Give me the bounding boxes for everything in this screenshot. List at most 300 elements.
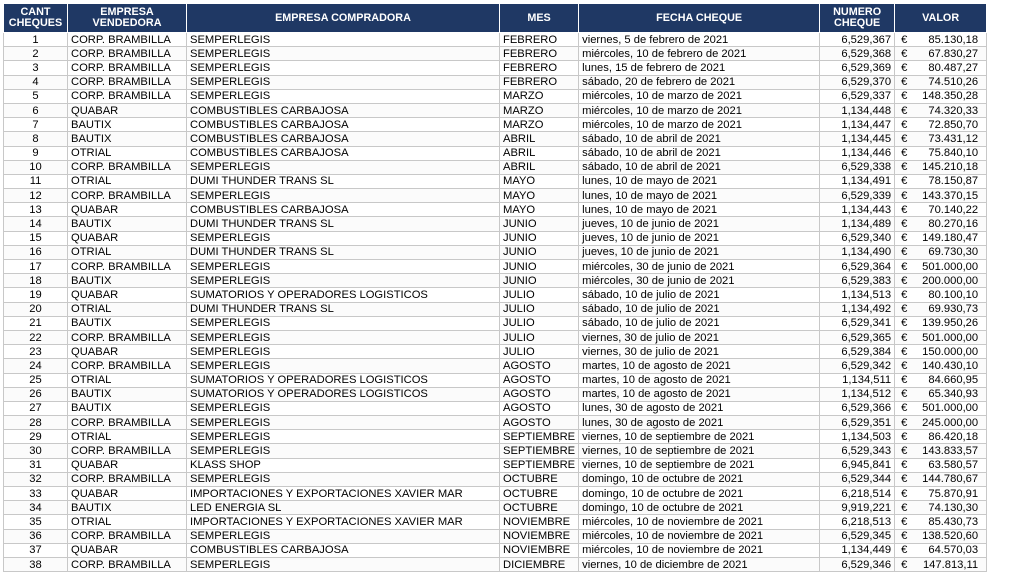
cell-fecha-cheque[interactable]: viernes, 30 de julio de 2021 (579, 330, 820, 344)
table-row (4, 387, 987, 401)
header-fecha-cheque[interactable]: FECHA CHEQUE (579, 4, 820, 33)
cell-cant[interactable]: 34 (4, 501, 68, 515)
cell-mes[interactable]: MARZO (500, 89, 579, 103)
cell-cant[interactable]: 27 (4, 401, 68, 415)
cell-empresa-compradora[interactable]: SEMPERLEGIS (187, 260, 500, 274)
cell-fecha-cheque[interactable]: miércoles, 30 de junio de 2021 (579, 260, 820, 274)
cell-empresa-compradora[interactable]: LED ENERGIA SL (187, 501, 500, 515)
cell-mes[interactable]: FEBRERO (500, 75, 579, 89)
currency-symbol: € (901, 61, 908, 74)
cell-valor[interactable] (895, 458, 987, 472)
cell-valor[interactable] (895, 501, 987, 515)
cell-fecha-cheque[interactable]: miércoles, 10 de noviembre de 2021 (579, 515, 820, 529)
cell-numero-cheque[interactable]: 1,134,445 (820, 132, 895, 146)
cell-empresa-compradora[interactable]: SEMPERLEGIS (187, 345, 500, 359)
cell-numero-cheque[interactable]: 6,529,370 (820, 75, 895, 89)
cell-empresa-vendedora[interactable]: BAUTIX (68, 501, 187, 515)
cell-empresa-vendedora[interactable]: CORP. BRAMBILLA (68, 47, 187, 61)
cell-numero-cheque[interactable]: 6,529,340 (820, 231, 895, 245)
cell-empresa-compradora[interactable]: SEMPERLEGIS (187, 75, 500, 89)
header-empresa-compradora[interactable]: EMPRESA COMPRADORA (187, 4, 500, 33)
cell-empresa-vendedora[interactable]: OTRIAL (68, 430, 187, 444)
valor-amount: 80.487,27 (928, 61, 979, 74)
cell-empresa-vendedora[interactable]: CORP. BRAMBILLA (68, 260, 187, 274)
cell-cant[interactable]: 12 (4, 189, 68, 203)
cell-empresa-compradora[interactable]: DUMI THUNDER TRANS SL (187, 174, 500, 188)
header-valor[interactable]: VALOR (895, 4, 987, 33)
cell-fecha-cheque[interactable]: sábado, 10 de julio de 2021 (579, 302, 820, 316)
cell-numero-cheque[interactable]: 1,134,489 (820, 217, 895, 231)
cell-empresa-compradora[interactable]: SEMPERLEGIS (187, 189, 500, 203)
cell-numero-cheque[interactable]: 6,529,367 (820, 33, 895, 47)
cell-numero-cheque[interactable]: 1,134,511 (820, 373, 895, 387)
cell-empresa-compradora[interactable]: IMPORTACIONES Y EXPORTACIONES XAVIER MAR (187, 487, 500, 501)
cell-empresa-vendedora[interactable]: CORP. BRAMBILLA (68, 160, 187, 174)
cell-empresa-vendedora[interactable]: BAUTIX (68, 118, 187, 132)
cell-numero-cheque[interactable]: 1,134,513 (820, 288, 895, 302)
cell-empresa-compradora[interactable]: SEMPERLEGIS (187, 401, 500, 415)
cell-fecha-cheque[interactable]: jueves, 10 de junio de 2021 (579, 245, 820, 259)
cell-empresa-compradora[interactable]: SEMPERLEGIS (187, 274, 500, 288)
cell-mes[interactable]: NOVIEMBRE (500, 515, 579, 529)
cell-mes[interactable]: JUNIO (500, 245, 579, 259)
cell-numero-cheque[interactable]: 1,134,490 (820, 245, 895, 259)
cell-cant[interactable]: 21 (4, 316, 68, 330)
cell-mes[interactable]: MARZO (500, 118, 579, 132)
cell-empresa-compradora[interactable]: SEMPERLEGIS (187, 444, 500, 458)
cell-empresa-compradora[interactable]: COMBUSTIBLES CARBAJOSA (187, 146, 500, 160)
cell-mes[interactable]: AGOSTO (500, 416, 579, 430)
cell-fecha-cheque[interactable]: miércoles, 30 de junio de 2021 (579, 274, 820, 288)
cell-numero-cheque[interactable]: 1,134,492 (820, 302, 895, 316)
cell-empresa-vendedora[interactable]: CORP. BRAMBILLA (68, 330, 187, 344)
cell-numero-cheque[interactable]: 6,218,513 (820, 515, 895, 529)
cell-empresa-vendedora[interactable]: BAUTIX (68, 274, 187, 288)
cell-fecha-cheque[interactable]: jueves, 10 de junio de 2021 (579, 217, 820, 231)
cell-empresa-vendedora[interactable]: CORP. BRAMBILLA (68, 33, 187, 47)
cell-fecha-cheque[interactable]: viernes, 10 de septiembre de 2021 (579, 458, 820, 472)
cell-valor[interactable] (895, 444, 987, 458)
cell-cant[interactable]: 28 (4, 416, 68, 430)
cell-fecha-cheque[interactable]: miércoles, 10 de febrero de 2021 (579, 47, 820, 61)
cell-mes[interactable]: JUNIO (500, 217, 579, 231)
table-row (4, 401, 987, 415)
currency-symbol: € (901, 558, 908, 571)
cell-mes[interactable]: OCTUBRE (500, 472, 579, 486)
cell-fecha-cheque[interactable]: domingo, 10 de octubre de 2021 (579, 472, 820, 486)
cell-cant[interactable]: 29 (4, 430, 68, 444)
cell-mes[interactable]: JULIO (500, 302, 579, 316)
cell-mes[interactable]: MAYO (500, 203, 579, 217)
cell-numero-cheque[interactable]: 1,134,449 (820, 543, 895, 557)
cell-cant[interactable]: 22 (4, 330, 68, 344)
currency-symbol: € (901, 288, 908, 301)
cell-numero-cheque[interactable]: 6,529,345 (820, 529, 895, 543)
cell-fecha-cheque[interactable]: martes, 10 de agosto de 2021 (579, 373, 820, 387)
cell-mes[interactable]: MAYO (500, 189, 579, 203)
cell-fecha-cheque[interactable]: miércoles, 10 de marzo de 2021 (579, 103, 820, 117)
cell-empresa-vendedora[interactable]: BAUTIX (68, 401, 187, 415)
cell-mes[interactable]: FEBRERO (500, 33, 579, 47)
cell-mes[interactable]: AGOSTO (500, 373, 579, 387)
cell-fecha-cheque[interactable]: lunes, 10 de mayo de 2021 (579, 174, 820, 188)
cell-fecha-cheque[interactable]: sábado, 10 de julio de 2021 (579, 316, 820, 330)
cell-empresa-vendedora[interactable]: CORP. BRAMBILLA (68, 189, 187, 203)
cell-empresa-vendedora[interactable]: QUABAR (68, 203, 187, 217)
cell-fecha-cheque[interactable]: lunes, 30 de agosto de 2021 (579, 401, 820, 415)
cell-cant[interactable]: 14 (4, 217, 68, 231)
cell-mes[interactable]: DICIEMBRE (500, 557, 579, 571)
cell-valor[interactable] (895, 245, 987, 259)
cell-cant[interactable]: 37 (4, 543, 68, 557)
cell-numero-cheque[interactable]: 6,529,344 (820, 472, 895, 486)
cell-valor[interactable] (895, 217, 987, 231)
valor-amount: 501.000,00 (922, 402, 979, 415)
cell-empresa-vendedora[interactable]: OTRIAL (68, 146, 187, 160)
cell-numero-cheque[interactable]: 1,134,491 (820, 174, 895, 188)
cell-valor[interactable] (895, 416, 987, 430)
cell-empresa-vendedora[interactable]: CORP. BRAMBILLA (68, 529, 187, 543)
cell-valor[interactable] (895, 401, 987, 415)
cell-cant[interactable]: 26 (4, 387, 68, 401)
cell-cant[interactable]: 9 (4, 146, 68, 160)
cell-cant[interactable]: 7 (4, 118, 68, 132)
header-numero-cheque[interactable]: NUMERO CHEQUE (820, 4, 895, 33)
cell-valor[interactable] (895, 529, 987, 543)
table-row (4, 345, 987, 359)
cell-numero-cheque[interactable]: 6,529,369 (820, 61, 895, 75)
cell-valor[interactable] (895, 174, 987, 188)
cell-numero-cheque[interactable]: 6,529,346 (820, 557, 895, 571)
cell-valor[interactable] (895, 61, 987, 75)
cell-numero-cheque[interactable]: 6,529,365 (820, 330, 895, 344)
cell-numero-cheque[interactable]: 1,134,448 (820, 103, 895, 117)
cell-fecha-cheque[interactable]: lunes, 15 de febrero de 2021 (579, 61, 820, 75)
cell-cant[interactable]: 35 (4, 515, 68, 529)
cell-valor[interactable] (895, 288, 987, 302)
cell-mes[interactable]: JUNIO (500, 260, 579, 274)
cell-fecha-cheque[interactable]: domingo, 10 de octubre de 2021 (579, 487, 820, 501)
cell-numero-cheque[interactable]: 1,134,447 (820, 118, 895, 132)
cell-empresa-vendedora[interactable]: CORP. BRAMBILLA (68, 75, 187, 89)
cell-empresa-vendedora[interactable]: CORP. BRAMBILLA (68, 89, 187, 103)
cell-mes[interactable]: AGOSTO (500, 359, 579, 373)
cell-empresa-vendedora[interactable]: QUABAR (68, 288, 187, 302)
table-row (4, 543, 987, 557)
cell-mes[interactable]: AGOSTO (500, 387, 579, 401)
valor-amount: 150.000,00 (922, 345, 979, 358)
cell-fecha-cheque[interactable]: domingo, 10 de octubre de 2021 (579, 501, 820, 515)
cell-valor[interactable] (895, 189, 987, 203)
cell-fecha-cheque[interactable]: viernes, 10 de diciembre de 2021 (579, 557, 820, 571)
cell-fecha-cheque[interactable]: viernes, 10 de septiembre de 2021 (579, 444, 820, 458)
cell-cant[interactable]: 2 (4, 47, 68, 61)
cell-fecha-cheque[interactable]: sábado, 20 de febrero de 2021 (579, 75, 820, 89)
cell-fecha-cheque[interactable]: miércoles, 10 de noviembre de 2021 (579, 529, 820, 543)
cell-empresa-compradora[interactable]: DUMI THUNDER TRANS SL (187, 217, 500, 231)
cell-mes[interactable]: SEPTIEMBRE (500, 458, 579, 472)
cell-cant[interactable]: 1 (4, 33, 68, 47)
cell-cant[interactable]: 33 (4, 487, 68, 501)
cell-fecha-cheque[interactable]: lunes, 30 de agosto de 2021 (579, 416, 820, 430)
cell-empresa-vendedora[interactable]: QUABAR (68, 543, 187, 557)
cell-mes[interactable]: JULIO (500, 316, 579, 330)
cell-empresa-compradora[interactable]: DUMI THUNDER TRANS SL (187, 302, 500, 316)
table-row (4, 458, 987, 472)
table-row (4, 316, 987, 330)
cell-numero-cheque[interactable]: 1,134,512 (820, 387, 895, 401)
cell-mes[interactable]: OCTUBRE (500, 487, 579, 501)
cell-valor[interactable] (895, 47, 987, 61)
cell-empresa-compradora[interactable]: SEMPERLEGIS (187, 61, 500, 75)
cell-cant[interactable]: 16 (4, 245, 68, 259)
cell-cant[interactable]: 4 (4, 75, 68, 89)
cell-numero-cheque[interactable]: 1,134,443 (820, 203, 895, 217)
cell-mes[interactable]: MAYO (500, 174, 579, 188)
cell-valor[interactable] (895, 487, 987, 501)
cell-fecha-cheque[interactable]: lunes, 10 de mayo de 2021 (579, 203, 820, 217)
cell-valor[interactable] (895, 330, 987, 344)
cell-cant[interactable]: 8 (4, 132, 68, 146)
cell-empresa-vendedora[interactable]: BAUTIX (68, 132, 187, 146)
cell-empresa-compradora[interactable]: SUMATORIOS Y OPERADORES LOGISTICOS (187, 373, 500, 387)
cell-cant[interactable]: 38 (4, 557, 68, 571)
cell-empresa-compradora[interactable]: SUMATORIOS Y OPERADORES LOGISTICOS (187, 387, 500, 401)
cell-mes[interactable]: SEPTIEMBRE (500, 444, 579, 458)
cell-empresa-compradora[interactable]: SEMPERLEGIS (187, 416, 500, 430)
cell-fecha-cheque[interactable]: sábado, 10 de julio de 2021 (579, 288, 820, 302)
table-row (4, 203, 987, 217)
cell-empresa-vendedora[interactable]: CORP. BRAMBILLA (68, 472, 187, 486)
cell-numero-cheque[interactable]: 6,529,338 (820, 160, 895, 174)
cell-empresa-vendedora[interactable]: QUABAR (68, 103, 187, 117)
cell-cant[interactable]: 25 (4, 373, 68, 387)
cell-numero-cheque[interactable]: 6,529,342 (820, 359, 895, 373)
cell-numero-cheque[interactable]: 6,529,364 (820, 260, 895, 274)
cell-mes[interactable]: NOVIEMBRE (500, 529, 579, 543)
cell-numero-cheque[interactable]: 1,134,503 (820, 430, 895, 444)
cell-valor[interactable] (895, 103, 987, 117)
cell-empresa-vendedora[interactable]: CORP. BRAMBILLA (68, 359, 187, 373)
cell-empresa-vendedora[interactable]: OTRIAL (68, 302, 187, 316)
valor-amount: 200.000,00 (922, 274, 979, 287)
cell-empresa-vendedora[interactable]: CORP. BRAMBILLA (68, 61, 187, 75)
cell-mes[interactable]: NOVIEMBRE (500, 543, 579, 557)
table-row (4, 515, 987, 529)
cell-valor[interactable] (895, 33, 987, 47)
cell-cant[interactable]: 17 (4, 260, 68, 274)
cell-mes[interactable]: JUNIO (500, 231, 579, 245)
cell-valor[interactable] (895, 543, 987, 557)
cell-cant[interactable]: 15 (4, 231, 68, 245)
cell-cant[interactable]: 36 (4, 529, 68, 543)
cell-numero-cheque[interactable]: 6,529,337 (820, 89, 895, 103)
cell-empresa-compradora[interactable]: DUMI THUNDER TRANS SL (187, 245, 500, 259)
cell-valor[interactable] (895, 75, 987, 89)
cell-cant[interactable]: 18 (4, 274, 68, 288)
cell-mes[interactable]: JULIO (500, 330, 579, 344)
cell-empresa-compradora[interactable]: SEMPERLEGIS (187, 472, 500, 486)
valor-amount: 78.150,87 (928, 175, 979, 188)
table-row (4, 444, 987, 458)
cell-empresa-compradora[interactable]: SEMPERLEGIS (187, 557, 500, 571)
cell-valor[interactable] (895, 231, 987, 245)
cell-empresa-compradora[interactable]: IMPORTACIONES Y EXPORTACIONES XAVIER MAR (187, 515, 500, 529)
cell-valor[interactable] (895, 89, 987, 103)
cell-numero-cheque[interactable]: 6,529,343 (820, 444, 895, 458)
cell-valor[interactable] (895, 359, 987, 373)
cell-empresa-compradora[interactable]: COMBUSTIBLES CARBAJOSA (187, 132, 500, 146)
cell-mes[interactable]: SEPTIEMBRE (500, 430, 579, 444)
cell-empresa-compradora[interactable]: SEMPERLEGIS (187, 330, 500, 344)
cell-cant[interactable]: 5 (4, 89, 68, 103)
cell-fecha-cheque[interactable]: viernes, 30 de julio de 2021 (579, 345, 820, 359)
table-row (4, 217, 987, 231)
cell-mes[interactable]: MARZO (500, 103, 579, 117)
cell-empresa-vendedora[interactable]: BAUTIX (68, 217, 187, 231)
cell-cant[interactable]: 13 (4, 203, 68, 217)
cell-valor[interactable] (895, 557, 987, 571)
cell-cant[interactable]: 10 (4, 160, 68, 174)
cell-fecha-cheque[interactable]: miércoles, 10 de noviembre de 2021 (579, 543, 820, 557)
cell-numero-cheque[interactable]: 6,945,841 (820, 458, 895, 472)
valor-amount: 501.000,00 (922, 331, 979, 344)
cell-mes[interactable]: ABRIL (500, 146, 579, 160)
cell-valor[interactable] (895, 316, 987, 330)
cell-empresa-vendedora[interactable]: QUABAR (68, 345, 187, 359)
cell-empresa-vendedora[interactable]: BAUTIX (68, 387, 187, 401)
cell-fecha-cheque[interactable]: miércoles, 10 de marzo de 2021 (579, 89, 820, 103)
cell-empresa-compradora[interactable]: KLASS SHOP (187, 458, 500, 472)
cell-fecha-cheque[interactable]: lunes, 10 de mayo de 2021 (579, 189, 820, 203)
cell-mes[interactable]: ABRIL (500, 160, 579, 174)
cell-numero-cheque[interactable]: 6,218,514 (820, 487, 895, 501)
cell-empresa-compradora[interactable]: SEMPERLEGIS (187, 316, 500, 330)
cell-valor[interactable] (895, 472, 987, 486)
cell-fecha-cheque[interactable]: jueves, 10 de junio de 2021 (579, 231, 820, 245)
cell-valor[interactable] (895, 373, 987, 387)
cell-valor[interactable] (895, 118, 987, 132)
cell-numero-cheque[interactable]: 6,529,368 (820, 47, 895, 61)
cell-valor[interactable] (895, 146, 987, 160)
cell-mes[interactable]: JULIO (500, 288, 579, 302)
cell-valor[interactable] (895, 302, 987, 316)
cell-mes[interactable]: ABRIL (500, 132, 579, 146)
cell-empresa-compradora[interactable]: SEMPERLEGIS (187, 231, 500, 245)
cell-fecha-cheque[interactable]: miércoles, 10 de marzo de 2021 (579, 118, 820, 132)
cell-empresa-compradora[interactable]: SEMPERLEGIS (187, 430, 500, 444)
header-mes[interactable]: MES (500, 4, 579, 33)
cell-empresa-compradora[interactable]: SEMPERLEGIS (187, 529, 500, 543)
cell-empresa-compradora[interactable]: SEMPERLEGIS (187, 89, 500, 103)
cell-empresa-vendedora[interactable]: QUABAR (68, 231, 187, 245)
cell-empresa-vendedora[interactable]: CORP. BRAMBILLA (68, 416, 187, 430)
cell-mes[interactable]: JUNIO (500, 274, 579, 288)
cell-numero-cheque[interactable]: 1,134,446 (820, 146, 895, 160)
cell-numero-cheque[interactable]: 6,529,384 (820, 345, 895, 359)
cell-valor[interactable] (895, 203, 987, 217)
cell-numero-cheque[interactable]: 9,919,221 (820, 501, 895, 515)
cell-cant[interactable]: 24 (4, 359, 68, 373)
currency-symbol: € (901, 430, 908, 443)
cell-valor[interactable] (895, 160, 987, 174)
cell-valor[interactable] (895, 430, 987, 444)
cell-fecha-cheque[interactable]: sábado, 10 de abril de 2021 (579, 146, 820, 160)
cell-cant[interactable]: 11 (4, 174, 68, 188)
cell-empresa-vendedora[interactable]: CORP. BRAMBILLA (68, 557, 187, 571)
cell-fecha-cheque[interactable]: martes, 10 de agosto de 2021 (579, 359, 820, 373)
cell-numero-cheque[interactable]: 6,529,339 (820, 189, 895, 203)
cell-empresa-vendedora[interactable]: OTRIAL (68, 373, 187, 387)
cell-empresa-compradora[interactable]: COMBUSTIBLES CARBAJOSA (187, 203, 500, 217)
header-empresa-vendedora[interactable]: EMPRESA VENDEDORA (68, 4, 187, 33)
cell-fecha-cheque[interactable]: sábado, 10 de abril de 2021 (579, 160, 820, 174)
cell-numero-cheque[interactable]: 6,529,341 (820, 316, 895, 330)
cell-cant[interactable]: 31 (4, 458, 68, 472)
cell-cant[interactable]: 3 (4, 61, 68, 75)
cell-empresa-compradora[interactable]: SEMPERLEGIS (187, 160, 500, 174)
cell-valor[interactable] (895, 515, 987, 529)
cell-empresa-compradora[interactable]: COMBUSTIBLES CARBAJOSA (187, 103, 500, 117)
cell-mes[interactable]: FEBRERO (500, 61, 579, 75)
cell-empresa-vendedora[interactable]: OTRIAL (68, 515, 187, 529)
cell-numero-cheque[interactable]: 6,529,351 (820, 416, 895, 430)
cell-valor[interactable] (895, 132, 987, 146)
cell-fecha-cheque[interactable]: sábado, 10 de abril de 2021 (579, 132, 820, 146)
cell-numero-cheque[interactable]: 6,529,383 (820, 274, 895, 288)
valor-amount: 72.850,70 (928, 118, 979, 131)
cell-cant[interactable]: 32 (4, 472, 68, 486)
cell-empresa-compradora[interactable]: COMBUSTIBLES CARBAJOSA (187, 543, 500, 557)
cell-empresa-compradora[interactable]: SUMATORIOS Y OPERADORES LOGISTICOS (187, 288, 500, 302)
cell-mes[interactable]: JULIO (500, 345, 579, 359)
cell-fecha-cheque[interactable]: viernes, 10 de septiembre de 2021 (579, 430, 820, 444)
cell-mes[interactable]: OCTUBRE (500, 501, 579, 515)
currency-symbol: € (901, 359, 908, 372)
cell-numero-cheque[interactable]: 6,529,366 (820, 401, 895, 415)
cell-empresa-vendedora[interactable]: OTRIAL (68, 245, 187, 259)
cell-mes[interactable]: AGOSTO (500, 401, 579, 415)
cell-cant[interactable]: 19 (4, 288, 68, 302)
cell-fecha-cheque[interactable]: viernes, 5 de febrero de 2021 (579, 33, 820, 47)
currency-symbol: € (901, 232, 908, 245)
cell-empresa-vendedora[interactable]: QUABAR (68, 487, 187, 501)
header-cant-cheques[interactable]: CANT CHEQUES (4, 4, 68, 33)
cell-empresa-compradora[interactable]: COMBUSTIBLES CARBAJOSA (187, 118, 500, 132)
cell-valor[interactable] (895, 260, 987, 274)
cell-cant[interactable]: 20 (4, 302, 68, 316)
cell-empresa-vendedora[interactable]: CORP. BRAMBILLA (68, 444, 187, 458)
cell-cant[interactable]: 6 (4, 103, 68, 117)
cell-empresa-vendedora[interactable]: OTRIAL (68, 174, 187, 188)
cell-valor[interactable] (895, 387, 987, 401)
cell-cant[interactable]: 30 (4, 444, 68, 458)
cell-fecha-cheque[interactable]: martes, 10 de agosto de 2021 (579, 387, 820, 401)
cell-valor[interactable] (895, 274, 987, 288)
cell-empresa-vendedora[interactable]: QUABAR (68, 458, 187, 472)
currency-symbol: € (901, 345, 908, 358)
currency-symbol: € (901, 118, 908, 131)
cell-cant[interactable]: 23 (4, 345, 68, 359)
cell-empresa-compradora[interactable]: SEMPERLEGIS (187, 33, 500, 47)
cell-valor[interactable] (895, 345, 987, 359)
cell-empresa-vendedora[interactable]: BAUTIX (68, 316, 187, 330)
cell-empresa-compradora[interactable]: SEMPERLEGIS (187, 359, 500, 373)
valor-amount: 75.870,91 (928, 487, 979, 500)
cell-empresa-compradora[interactable]: SEMPERLEGIS (187, 47, 500, 61)
cell-mes[interactable]: FEBRERO (500, 47, 579, 61)
valor-amount: 84.660,95 (928, 374, 979, 387)
